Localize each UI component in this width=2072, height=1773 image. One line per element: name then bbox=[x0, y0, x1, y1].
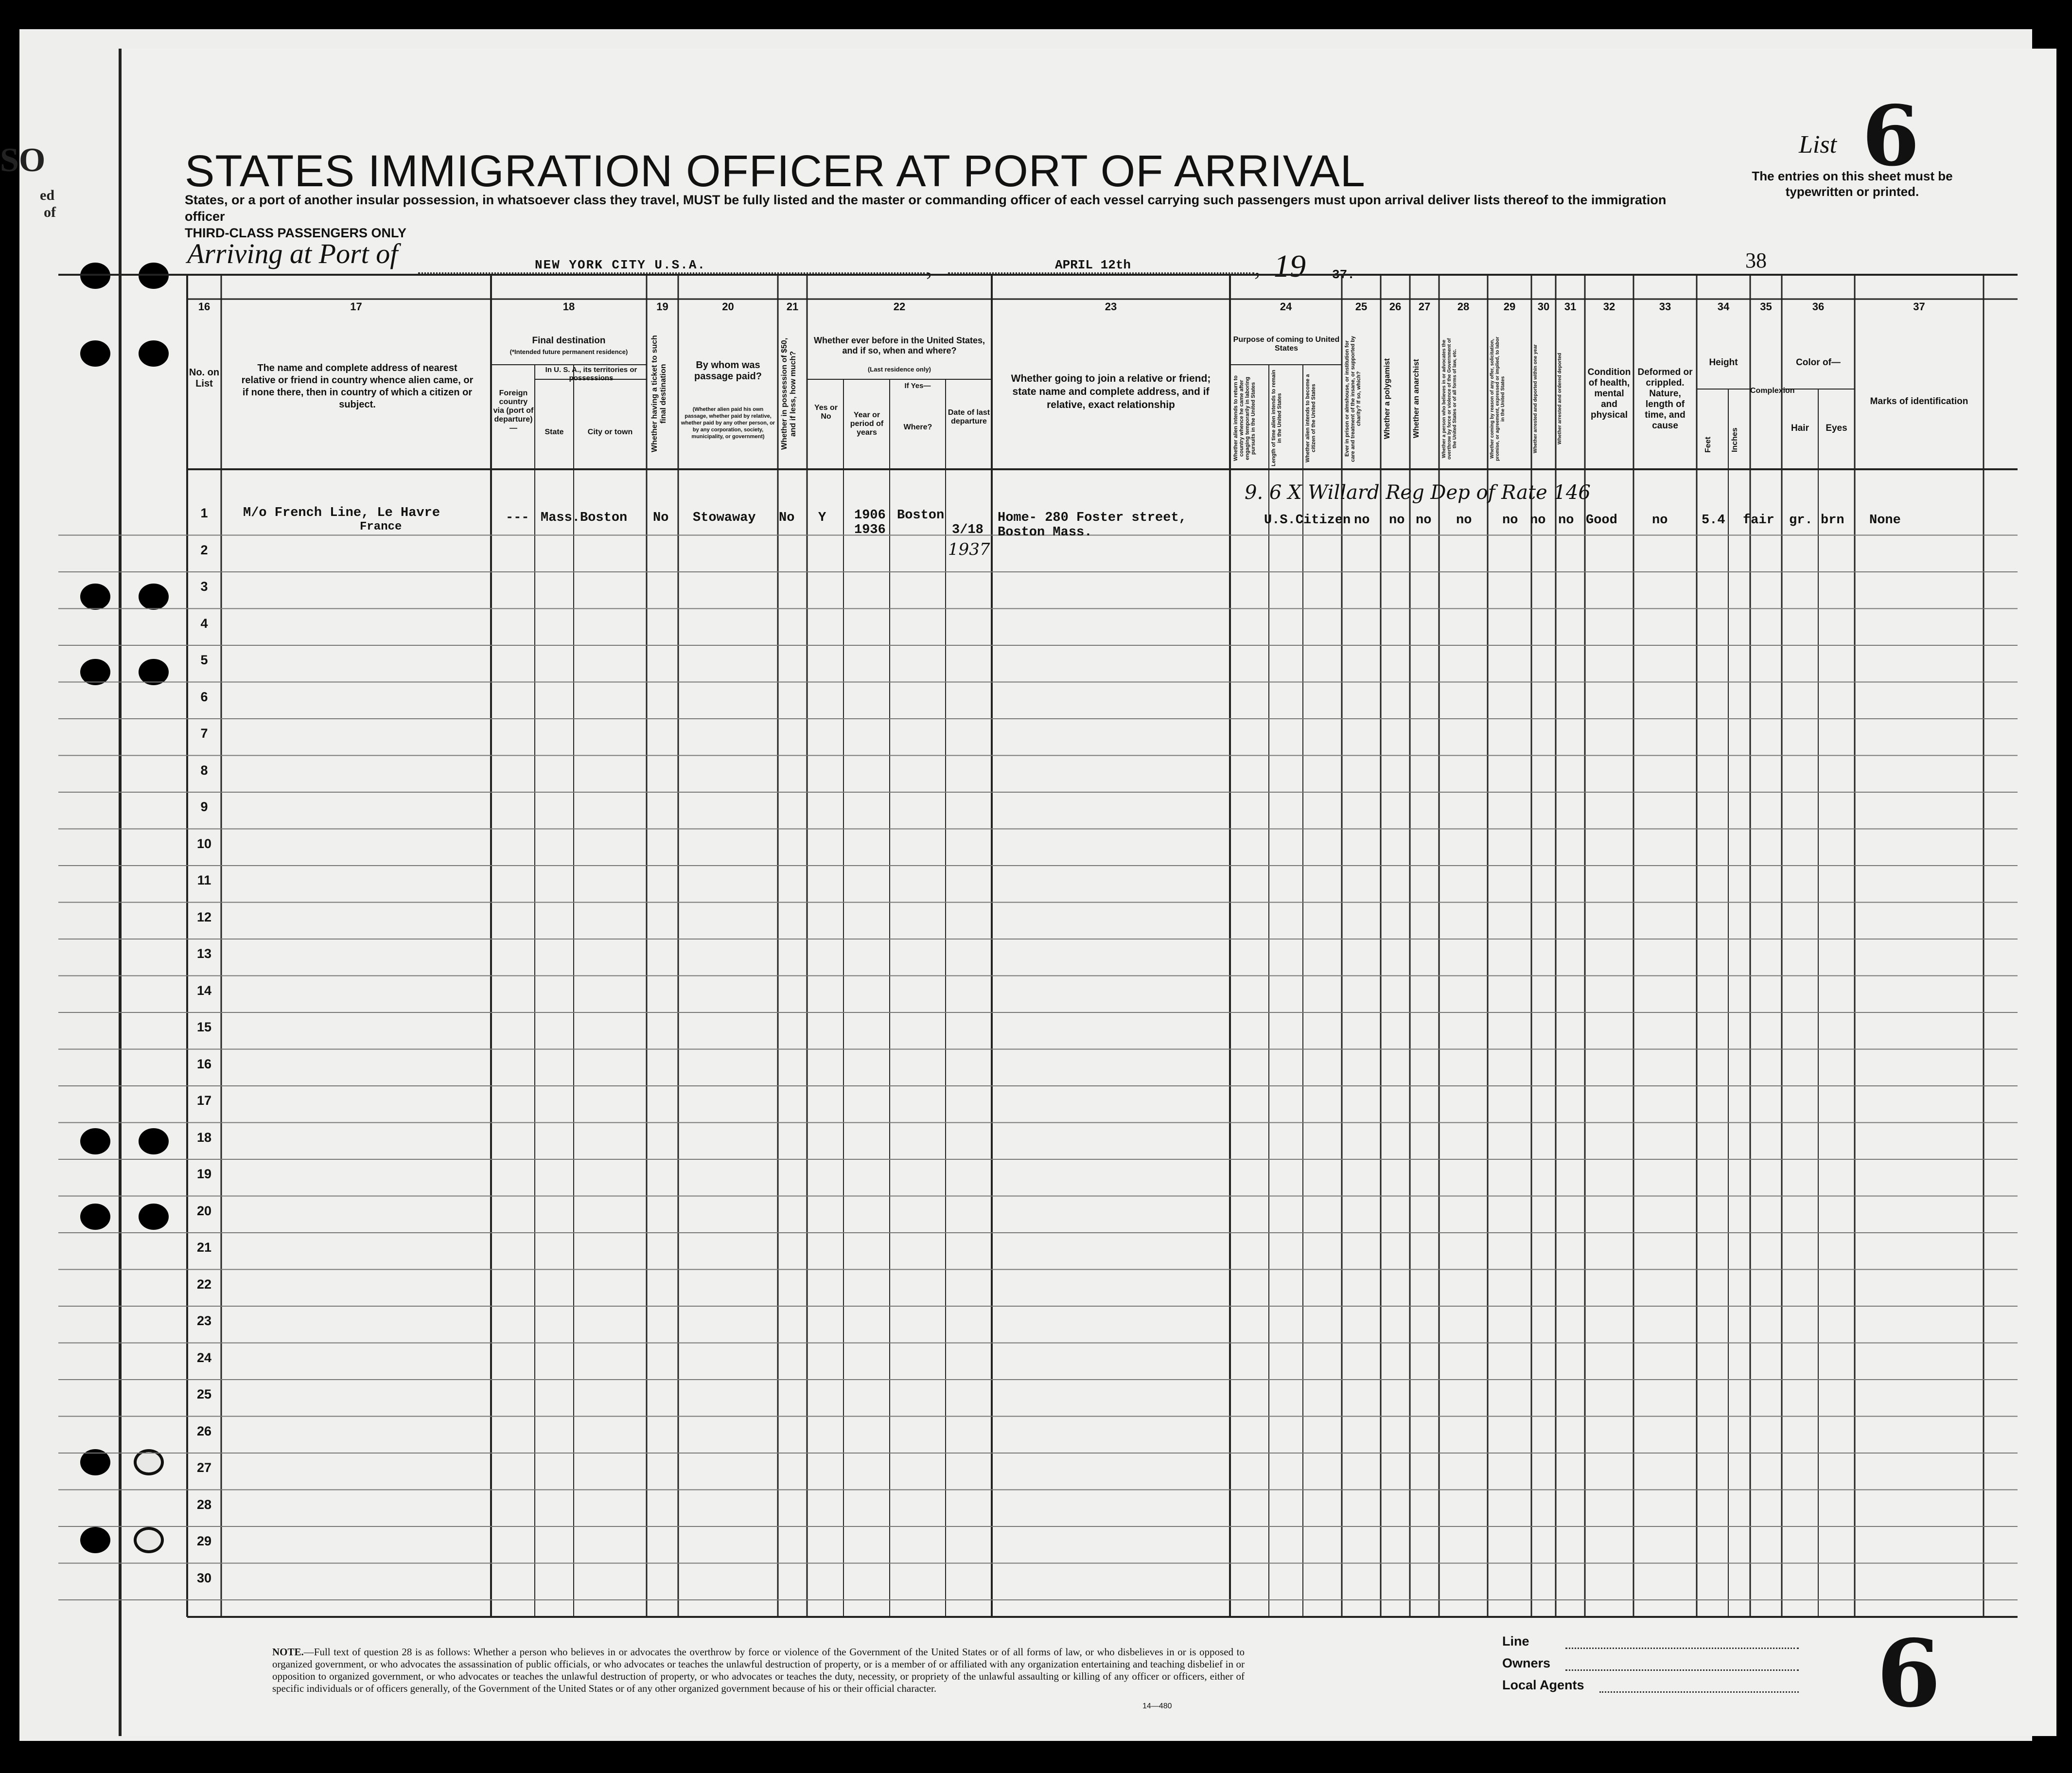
list-note: The entries on this sheet must be typewritten or printed. bbox=[1752, 169, 1953, 199]
header-c27: Whether an anarchist bbox=[1412, 359, 1421, 439]
entry-where: Boston bbox=[897, 508, 945, 523]
note-label: NOTE. bbox=[272, 1646, 304, 1658]
row-number: 12 bbox=[196, 909, 212, 924]
year-prefix: 19 bbox=[1274, 248, 1306, 284]
col-number: 22 bbox=[893, 301, 906, 313]
footer-owners-rule bbox=[1565, 1669, 1799, 1671]
col-number: 21 bbox=[786, 301, 799, 313]
header-relative: The name and complete address of nearest relative or friend in country whence alien came, or if none there, then in country of which a citizen or subject. bbox=[241, 363, 474, 410]
row-number: 6 bbox=[200, 689, 208, 704]
entry-year-2: 1936 bbox=[854, 523, 886, 537]
entry-condition: Good bbox=[1586, 513, 1617, 528]
entry-c25: no bbox=[1354, 513, 1370, 528]
row-number: 16 bbox=[196, 1056, 212, 1071]
header-complexion: Complexion bbox=[1750, 387, 1795, 395]
entry-marks: None bbox=[1869, 513, 1901, 528]
form-number: 14—480 bbox=[1142, 1702, 1172, 1710]
entry-passage: Stowaway bbox=[693, 511, 756, 525]
col-number: 26 bbox=[1389, 301, 1402, 313]
col-number: 30 bbox=[1537, 301, 1550, 313]
row-number: 18 bbox=[196, 1130, 212, 1145]
col-number: 28 bbox=[1457, 301, 1470, 313]
header-city: City or town bbox=[587, 428, 633, 436]
header-final-destination-note: (*Intended future permanent residence) bbox=[509, 348, 628, 355]
footer-line-rule bbox=[1565, 1648, 1799, 1649]
row-number: 17 bbox=[196, 1093, 212, 1108]
col-number: 25 bbox=[1355, 301, 1368, 313]
row-number: 29 bbox=[196, 1534, 212, 1548]
footnote bbox=[272, 1646, 1245, 1695]
edge-text-3: of bbox=[44, 204, 56, 220]
header-before: Whether ever before in the United States, and if so, when and where? bbox=[813, 336, 985, 355]
col-number: 36 bbox=[1812, 301, 1825, 313]
header-c30: Whether arrested and deported within one year bbox=[1533, 344, 1538, 453]
header-purpose-1: Whether alien intends to return to country whence he came after engaging temporarily in laboring pursuits in the United States bbox=[1233, 375, 1256, 461]
page-title: STATES IMMIGRATION OFFICER AT PORT OF ARRIVAL bbox=[185, 146, 1366, 196]
entry-c30: no bbox=[1530, 513, 1546, 528]
subtitle-text: States, or a port of another insular possession, in whatsoever class they travel, MUST be fully listed and the master or commanding officer of each vessel carrying such passengers must upon arrival deliver lists thereof to the immigration officer bbox=[185, 193, 1667, 224]
row-number: 10 bbox=[196, 836, 212, 851]
entry-before-yes: Y bbox=[818, 511, 826, 525]
header-purpose-2: Length of time alien intends to remain in the United States bbox=[1271, 370, 1282, 467]
row-number: 22 bbox=[196, 1277, 212, 1292]
row-number: 14 bbox=[196, 983, 212, 998]
header-hair: Hair bbox=[1791, 423, 1809, 433]
entry-purpose: U.S.Citizen bbox=[1264, 513, 1351, 528]
row-number: 7 bbox=[200, 726, 208, 741]
footer-line-label: Line bbox=[1502, 1634, 1529, 1649]
header-condition: Condition of health, mental and physical bbox=[1587, 367, 1631, 420]
row-number: 24 bbox=[196, 1350, 212, 1365]
footer-agents-rule bbox=[1599, 1691, 1799, 1693]
header-marks: Marks of identification bbox=[1870, 396, 1968, 407]
col-number: 31 bbox=[1564, 301, 1577, 313]
header-foreign-country: Foreign country via (port of departure)— bbox=[493, 389, 534, 432]
header-where: Where? bbox=[903, 423, 932, 431]
port-value: NEW YORK CITY U.S.A. bbox=[535, 258, 706, 272]
header-joining: Whether going to join a relative or friend; state name and complete address, and if relative, exact relationship bbox=[1011, 373, 1211, 410]
entry-deformed: no bbox=[1652, 513, 1668, 528]
col-number: 29 bbox=[1503, 301, 1516, 313]
col-number: 20 bbox=[722, 301, 734, 313]
header-year-period: Year or period of years bbox=[850, 411, 884, 437]
page-number: 38 bbox=[1745, 248, 1767, 272]
header-c26: Whether a polygamist bbox=[1383, 358, 1391, 440]
col-number: 37 bbox=[1913, 301, 1925, 313]
row-number: 5 bbox=[200, 653, 208, 667]
row-number: 4 bbox=[200, 616, 208, 631]
row-number: 26 bbox=[196, 1423, 212, 1438]
entry-last-departure: 3/18 bbox=[952, 523, 983, 537]
col-number: 17 bbox=[350, 301, 362, 313]
edge-text-2: ed bbox=[40, 187, 54, 203]
edge-text-1: SO bbox=[0, 142, 46, 179]
date-value: APRIL 12th bbox=[1055, 258, 1131, 272]
header-no-on-list: No. on List bbox=[189, 367, 220, 389]
entry-joining: Home- 280 Foster street, bbox=[998, 511, 1187, 525]
header-c31: Whether arrested and ordered deported bbox=[1557, 353, 1563, 445]
entry-state-city: Mass.Boston bbox=[541, 511, 628, 525]
header-passage: By whom was passage paid? bbox=[694, 360, 762, 382]
header-eyes: Eyes bbox=[1826, 423, 1847, 433]
entry-relative: M/o French Line, Le Havre bbox=[243, 506, 440, 520]
row-number: 19 bbox=[196, 1167, 212, 1181]
entry-ticket: No bbox=[653, 511, 669, 525]
header-feet: Feet bbox=[1704, 437, 1712, 453]
entry-year-1: 1906 bbox=[854, 508, 886, 523]
entry-c29: no bbox=[1502, 513, 1518, 528]
row-number: 25 bbox=[196, 1387, 212, 1401]
entry-c27: no bbox=[1416, 513, 1432, 528]
entry-c28: no bbox=[1456, 513, 1472, 528]
col-number: 32 bbox=[1603, 301, 1615, 313]
col-number: 23 bbox=[1105, 301, 1117, 313]
arriving-label: Arriving at Port of bbox=[187, 238, 398, 269]
entry-c31: no bbox=[1558, 513, 1574, 528]
date-comma: , bbox=[1254, 253, 1261, 281]
col-number: 33 bbox=[1659, 301, 1671, 313]
col-number: 16 bbox=[198, 301, 211, 313]
row-number: 15 bbox=[196, 1020, 212, 1034]
row-number: 2 bbox=[200, 542, 208, 557]
footer-agents-label: Local Agents bbox=[1502, 1678, 1584, 1692]
header-if-yes: If Yes— bbox=[904, 382, 931, 390]
entry-purpose-hand: 9. 6 X Willard Reg Dep of Rate 146 bbox=[1245, 481, 1591, 504]
note-text: —Full text of question 28 is as follows: Whether a person who believes in or advocates the overthrow by force or violence of the Government of the United States or of all forms of law, or who disbelieves in or is opposed to organized government, or who advocates the assassination of public officials, or who advocates or teaches the unlawful destruction of property, or is a member of or affiliated with any organization entertaining and teaching disbelief in or opposition to organized government, or who advocates or teaches the unlawful destruction of property, or who advocates or teaches the duty, necessity, or propriety of the unlawful assaulting or killing of any officer or officers, either of specific individuals or of officers generally, of the Government of the United States or of any other organized government because of his or their official character. bbox=[272, 1646, 1245, 1694]
col-number: 34 bbox=[1717, 301, 1730, 313]
footer-number: 6 bbox=[1877, 1619, 1941, 1728]
col-number: 35 bbox=[1760, 301, 1772, 313]
header-ticket: Whether having a ticket to such final destination bbox=[650, 335, 667, 453]
header-color-of: Color of— bbox=[1796, 357, 1841, 368]
header-yes-no: Yes or No bbox=[814, 404, 838, 421]
entry-possession: No bbox=[779, 511, 795, 525]
header-last-departure: Date of last departure bbox=[948, 408, 990, 426]
header-inches: Inches bbox=[1731, 427, 1739, 453]
entry-complexion: fair bbox=[1743, 513, 1774, 528]
row-number: 23 bbox=[196, 1313, 212, 1328]
header-purpose-3: Whether alien intends to become a citizen of the United States bbox=[1305, 374, 1317, 462]
header-c29: Whether coming by reason of any offer, solicitation, promise, or agreement, expressed or implied, to labor in the United States bbox=[1490, 337, 1506, 461]
col-number: 18 bbox=[562, 301, 575, 313]
entry-last-departure-hand: 1937 bbox=[948, 540, 990, 559]
header-c28: Whether a person who believes in or advocates the overthrow by force or violence of the Government of the United States or of all forms of law, etc. bbox=[1441, 338, 1457, 460]
list-label: List bbox=[1799, 131, 1837, 159]
entry-joining-2: Boston Mass. bbox=[998, 525, 1092, 540]
entry-eyes: brn bbox=[1821, 513, 1844, 528]
header-possession: Whether in possession of $50, and if less, how much? bbox=[780, 337, 797, 450]
entry-hair: gr. bbox=[1789, 513, 1813, 528]
header-passage-note: (Whether alien paid his own passage, whether paid by relative, whether paid by any other person, or by any corporation, society, municipality, or government) bbox=[681, 407, 775, 440]
year-suffix: 37. bbox=[1332, 267, 1355, 282]
header-purpose: Purpose of coming to United States bbox=[1233, 336, 1340, 353]
row-number: 21 bbox=[196, 1240, 212, 1255]
third-class-label: THIRD-CLASS PASSENGERS ONLY bbox=[185, 226, 407, 240]
row-number: 9 bbox=[200, 799, 208, 814]
row-number: 3 bbox=[200, 579, 208, 594]
entry-foreign-country: --- bbox=[506, 511, 529, 525]
list-number: 6 bbox=[1862, 88, 1920, 185]
row-number: 8 bbox=[200, 762, 208, 778]
header-state: State bbox=[544, 428, 564, 436]
row-number: 27 bbox=[196, 1460, 212, 1475]
col-number: 27 bbox=[1418, 301, 1431, 313]
footer-owners-label: Owners bbox=[1502, 1656, 1551, 1670]
entry-height: 5.4 bbox=[1702, 513, 1725, 528]
header-c25: Ever in prison or almshouse, or institution for care and treatment of the insane, or supported by charity? If so, which? bbox=[1344, 336, 1362, 462]
col-number: 19 bbox=[656, 301, 668, 313]
row-number: 13 bbox=[196, 946, 212, 961]
entry-relative-2: France bbox=[360, 520, 402, 533]
row-number: 1 bbox=[200, 506, 208, 520]
row-number: 11 bbox=[197, 873, 211, 887]
entry-c26: no bbox=[1389, 513, 1405, 528]
row-number: 20 bbox=[196, 1203, 212, 1218]
header-before-note: (Last residence only) bbox=[867, 366, 931, 373]
port-comma: , bbox=[926, 253, 932, 281]
header-height: Height bbox=[1709, 357, 1738, 368]
col-number: 24 bbox=[1280, 301, 1292, 313]
header-deformed: Deformed or crippled. Nature, length of time, and cause bbox=[1637, 367, 1693, 431]
row-number: 28 bbox=[196, 1497, 212, 1512]
row-number: 30 bbox=[196, 1570, 212, 1585]
header-final-destination: Final destination bbox=[532, 336, 606, 346]
header-in-usa: In U. S. A., its territories or possessions bbox=[545, 366, 637, 382]
